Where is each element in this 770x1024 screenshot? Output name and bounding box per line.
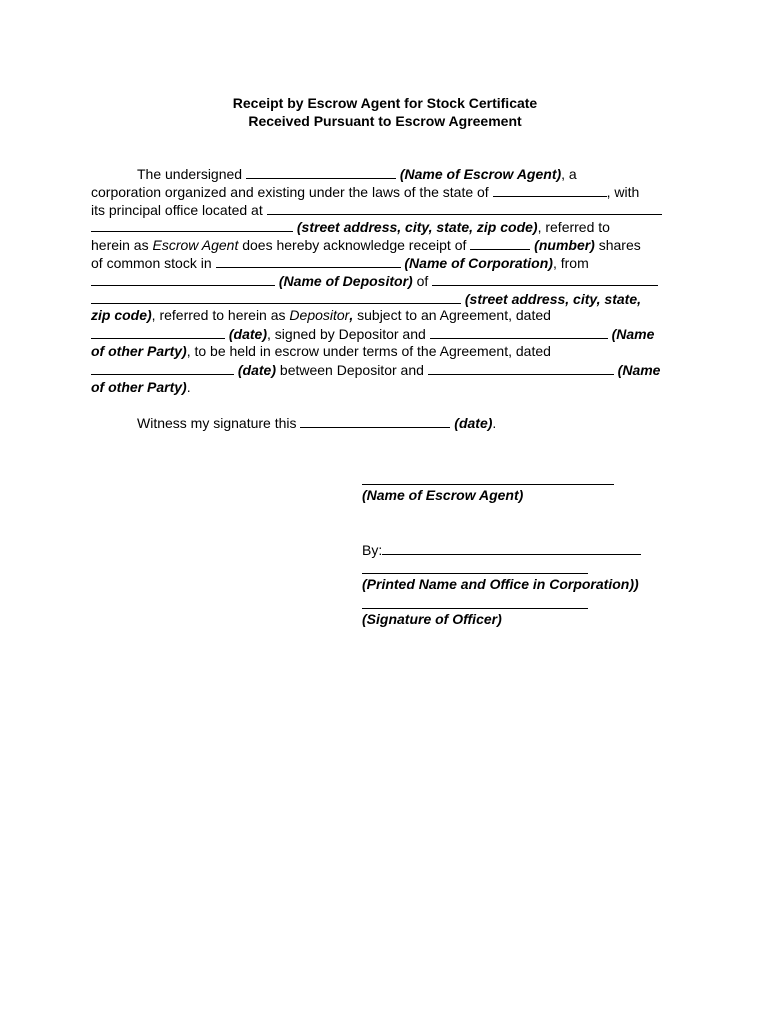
depositor-address-blank[interactable] bbox=[432, 272, 658, 286]
officer-signature-line[interactable] bbox=[362, 608, 588, 609]
depositor-label: (Name of Depositor) bbox=[278, 272, 413, 289]
witness-date-blank[interactable] bbox=[300, 414, 450, 428]
paragraph-line bbox=[91, 201, 691, 219]
paragraph-text: subject to an Agreement, dated bbox=[353, 307, 551, 324]
paragraph-text: does hereby acknowledge receipt of bbox=[238, 237, 471, 254]
by-line bbox=[362, 541, 641, 558]
witness-date-label: (date) bbox=[454, 415, 493, 431]
agreement-date-blank[interactable] bbox=[91, 325, 225, 339]
zip-code-label: zip code) bbox=[91, 307, 152, 324]
paragraph-text: corporation organized and existing under the laws of the state of bbox=[91, 183, 493, 200]
number-blank[interactable] bbox=[470, 236, 530, 250]
paragraph-text: , a bbox=[561, 166, 577, 182]
escrow-agent-label: (Name of Escrow Agent) bbox=[399, 166, 562, 182]
document-title-line2: Received Pursuant to Escrow Agreement bbox=[248, 113, 522, 129]
paragraph-text: , with bbox=[606, 183, 640, 200]
number-label: (number) bbox=[534, 237, 595, 254]
receipt-paragraph bbox=[91, 165, 691, 396]
paragraph-text: shares bbox=[594, 237, 641, 254]
date-label: (date) bbox=[237, 361, 277, 378]
by-signature-blank[interactable] bbox=[382, 541, 641, 555]
document-title-line1: Receipt by Escrow Agent for Stock Certificate bbox=[232, 95, 538, 111]
other-party-blank[interactable] bbox=[430, 325, 608, 339]
by-label: By: bbox=[362, 542, 383, 558]
paragraph-line bbox=[91, 254, 691, 272]
paragraph-text: , bbox=[349, 307, 354, 324]
paragraph-text: Escrow Agent bbox=[152, 237, 239, 254]
paragraph-text: , referred to herein as bbox=[151, 307, 290, 324]
paragraph-text: between Depositor and bbox=[276, 361, 428, 378]
depositor-blank[interactable] bbox=[91, 272, 275, 286]
paragraph-line bbox=[91, 361, 691, 379]
other-party-blank-2[interactable] bbox=[428, 361, 614, 375]
date-label: (date) bbox=[228, 326, 268, 343]
paragraph-line bbox=[91, 307, 691, 325]
paragraph-text: herein as bbox=[91, 237, 153, 254]
office-address-blank[interactable] bbox=[267, 201, 662, 215]
name-label: (Name bbox=[611, 326, 655, 343]
paragraph-line bbox=[91, 343, 691, 361]
paragraph-line bbox=[91, 236, 691, 254]
street-address-label: (street address, city, state, zip code) bbox=[296, 219, 538, 236]
paragraph-text: , referred to bbox=[537, 219, 610, 236]
other-party-label: of other Party) bbox=[91, 342, 187, 359]
corporation-label: (Name of Corporation) bbox=[404, 254, 553, 271]
paragraph-line bbox=[91, 325, 691, 343]
paragraph-text: of bbox=[412, 272, 433, 289]
printed-name-label: (Printed Name and Office in Corporation)) bbox=[362, 576, 639, 592]
paragraph-text: The undersigned bbox=[137, 166, 246, 182]
paragraph-text: its principal office located at bbox=[91, 201, 267, 218]
paragraph-line bbox=[91, 290, 691, 308]
printed-name-line[interactable] bbox=[362, 573, 588, 574]
street-address-label: (street address, city, state, bbox=[464, 290, 642, 307]
escrow-agent-signature-line[interactable] bbox=[362, 484, 614, 485]
escrow-agent-blank[interactable] bbox=[246, 165, 396, 179]
paragraph-line bbox=[91, 218, 691, 236]
paragraph-text: , to be held in escrow under terms of the Agreement, dated bbox=[186, 342, 551, 359]
office-address-blank-2[interactable] bbox=[91, 218, 293, 232]
name-label: (Name bbox=[617, 361, 661, 378]
witness-line bbox=[137, 414, 496, 431]
paragraph-text: , signed by Depositor and bbox=[267, 326, 430, 343]
officer-signature-label: (Signature of Officer) bbox=[362, 611, 502, 627]
paragraph-text: . bbox=[186, 378, 191, 395]
paragraph-text: Depositor bbox=[289, 307, 350, 324]
witness-text: . bbox=[492, 415, 497, 431]
escrow-agent-name-label: (Name of Escrow Agent) bbox=[362, 487, 524, 503]
paragraph-line bbox=[91, 183, 691, 201]
witness-text: Witness my signature this bbox=[137, 415, 301, 431]
other-party-label: of other Party) bbox=[91, 378, 187, 395]
corporation-blank[interactable] bbox=[216, 254, 401, 268]
state-blank[interactable] bbox=[493, 183, 607, 197]
paragraph-text: , from bbox=[552, 254, 589, 271]
paragraph-text: of common stock in bbox=[91, 254, 216, 271]
paragraph-line bbox=[91, 379, 691, 397]
escrow-date-blank[interactable] bbox=[91, 361, 234, 375]
paragraph-line bbox=[91, 272, 691, 290]
depositor-address-blank-2[interactable] bbox=[91, 290, 461, 304]
paragraph-line bbox=[91, 165, 691, 183]
